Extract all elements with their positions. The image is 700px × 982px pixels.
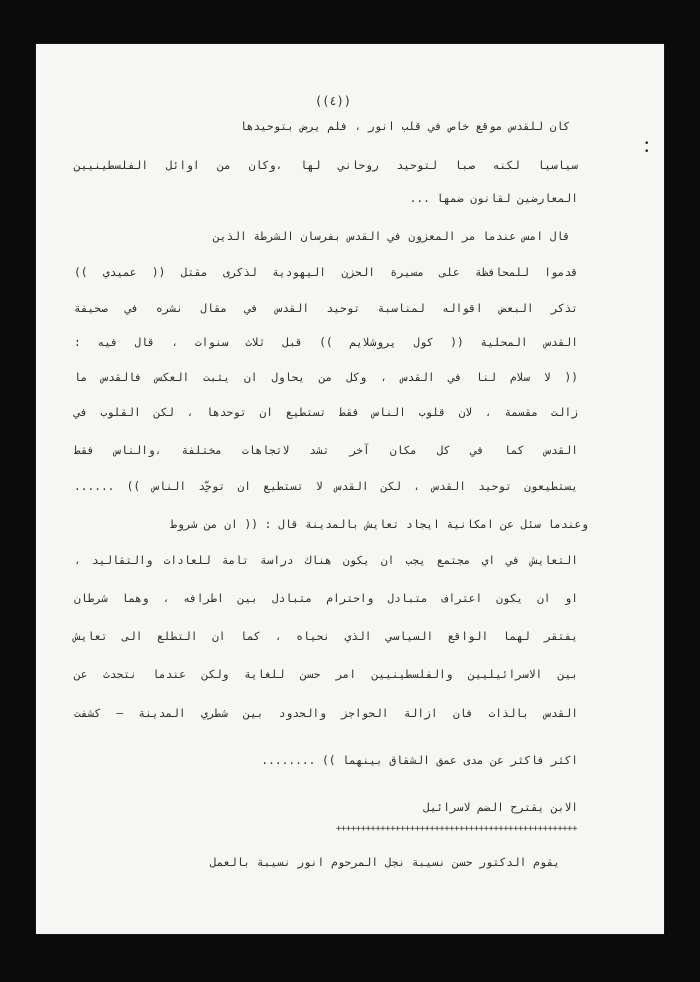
- text-line: (( لا سلام لنا في القدس ، وكل من يحاول ان يثبت العكس فالقدس ما: [74, 371, 578, 384]
- divider-line: +++++++++++++++++++++++++++++++++++++++++++++++++: [336, 824, 578, 834]
- text-line: وعندما سئل عن امكانية ايجاد تعايش بالمدينة قال : (( ان من شروط: [170, 518, 588, 531]
- text-line: سياسيا لكنه صبا لتوحيد روحاني لها ،وكان من اوائل الفلسطينيين: [74, 159, 578, 172]
- text-line: يقوم الدكتور حسن نسيبة نجل المرحوم انور نسيبة بالعمل: [209, 856, 560, 869]
- text-line: يستطيعون توحيد القدس ، لكن القدس لا تستطيع ان توحِّد الناس )) ......: [74, 480, 578, 493]
- document-page: [36, 44, 664, 934]
- text-line: القدس المحلية (( كول يروشلايم )) قبل ثلاث سنوات ، قال فيه :: [74, 336, 578, 349]
- text-line: او ان يكون اعتراف متبادل واحترام متبادل بين اطرافه ، وهما شرطان: [74, 592, 578, 605]
- text-line: المعارضين لقانون ضمها ...: [409, 192, 578, 205]
- text-line: القدس بالذات فان ازالة الحواجز والحدود بين شطري المدينة – كشفت: [74, 707, 578, 720]
- text-line: زالت مقسمة ، لان قلوب الناس فقط تستطيع ان توحدها ، لكن القلوب في: [74, 406, 578, 419]
- text-line: يفتقر لهما الواقع السياسي الذي نحياه ، كما ان التطلع الى تعايش: [74, 630, 578, 643]
- text-line: قال امس عندما مر المعزون في القدس بفرسان الشرطة الذين: [213, 230, 570, 243]
- section-heading: الابن يقترح الضم لاسرائيل: [423, 801, 578, 814]
- text-line: القدس كما في كل مكان آخر تشد لاتجاهات مختلفة ،والناس فقط: [74, 444, 578, 457]
- text-line: قدموا للمحافظة على مسيرة الحزن اليهودية لذكرى مقتل (( عميدي )): [74, 266, 578, 279]
- text-line: كان للقدس موقع خاص في قلب انور ، فلم يرض بتوحيدها: [239, 120, 570, 133]
- text-line: اكثر فاكثر عن مدى عمق الشقاق بينهما )) ........: [261, 754, 578, 767]
- margin-mark: • •: [644, 139, 650, 157]
- text-line: بين الاسرائيليين والفلسطينيين امر حسن للغاية ولكن عندما نتحدث عن: [74, 668, 578, 681]
- text-line: تذكر البعض اقواله لمناسبة توحيد القدس في مقال نشره في صحيفة: [74, 302, 578, 315]
- page-number: ((٤)): [314, 94, 352, 108]
- text-line: التعايش في اي مجتمع يجب ان يكون هناك دراسة تامة للعادات والتقاليد ،: [74, 554, 578, 567]
